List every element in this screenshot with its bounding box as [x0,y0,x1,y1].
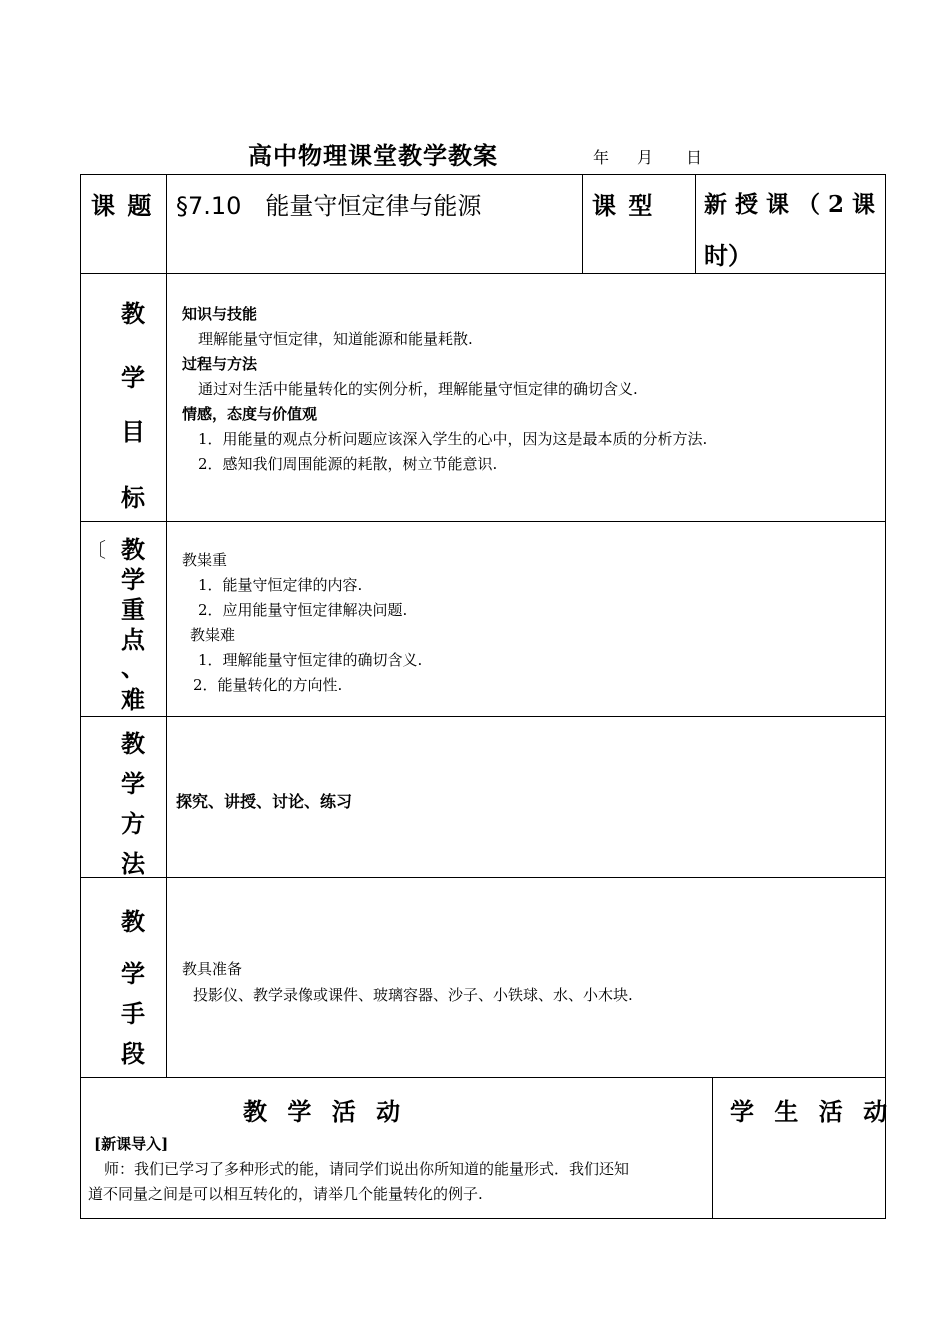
label-char: 方 [121,809,145,838]
topic-label: 课 题 [91,191,154,220]
label-char: 法 [121,849,145,878]
label-char: 、 [121,653,145,682]
emotion-item: 2．感知我们周围能源的耗散，树立节能意识. [198,455,498,473]
process-text: 通过对生活中能量转化的实例分析，理解能量守恒定律的确切含义. [198,380,638,398]
label-char: 教 [121,907,145,936]
emotion-item: 1．用能量的观点分析问题应该深入学生的心中，因为这是最本质的分析方法. [198,430,708,448]
lesson-type-line2: 时） [704,241,752,270]
label-char: 教 [121,299,145,328]
table-border-left [80,174,81,1219]
activity-paragraph-line2: 道不同量之间是可以相互转化的，请举几个能量转化的例子. [88,1185,483,1203]
type-column-divider [695,174,696,274]
student-activity-heading: 学 生 活 动 [730,1097,894,1126]
lesson-type-line1: 新 授 课 （ 2 课 [704,191,876,218]
label-char: 点 [121,625,145,654]
means-text: 投影仪、教学录像或课件、玻璃容器、沙子、小铁球、水、小木块. [193,986,633,1004]
label-char: 段 [121,1039,145,1068]
label-char: 教 [121,729,145,758]
label-column-divider [166,174,167,1078]
label-char: 难 [121,685,145,714]
type-label: 课 型 [592,191,655,220]
difficulty-heading: 教粜难 [190,626,236,644]
key-item: 2．应用能量守恒定律解决问题. [198,601,408,619]
knowledge-heading: 知识与技能 [182,305,258,323]
label-char: 目 [121,417,145,446]
label-char: 学 [121,769,145,798]
label-char: 手 [121,999,145,1028]
difficulty-item: 2．能量转化的方向性. [193,676,343,694]
method-text: 探究、讲授、讨论、练习 [176,792,353,811]
table-divider [80,716,886,717]
process-heading: 过程与方法 [182,355,258,373]
topic-column-divider [582,174,583,274]
table-divider [80,273,886,274]
table-border-right [885,174,886,1219]
label-char: 教 [121,535,145,564]
knowledge-text: 理解能量守恒定律，知道能源和能量耗散. [198,330,473,348]
table-divider [80,1077,886,1078]
emotion-heading: 情感，态度与价值观 [182,405,318,423]
teacher-activity-heading: 教 学 活 动 [243,1097,407,1126]
date-year-label: 年 [593,148,610,167]
difficulty-item: 1．理解能量守恒定律的确切含义. [198,651,423,669]
label-char: 学 [121,959,145,988]
label-char: 重 [121,595,145,624]
table-border-bottom [80,1218,886,1219]
label-char: 标 [121,483,145,512]
section-tag: [新课导入] [94,1135,169,1153]
activity-column-divider [712,1077,713,1219]
label-char: 学 [121,565,145,594]
margin-mark: 〔 [86,538,106,562]
date-month-label: 月 [637,148,654,167]
table-divider [80,521,886,522]
activity-paragraph-line1: 师：我们已学习了多种形式的能，请同学们说出你所知道的能量形式．我们还知 [104,1160,630,1178]
key-item: 1．能量守恒定律的内容. [198,576,363,594]
page-title: 高中物理课堂教学教案 [248,141,498,170]
means-heading: 教具准备 [182,960,243,978]
date-day-label: 日 [686,148,703,167]
lesson-topic: §7.10 能量守恒定律与能源 [176,192,482,220]
key-heading: 教粜重 [182,551,228,569]
table-border-top [80,174,886,175]
table-divider [80,877,886,878]
label-char: 学 [121,363,145,392]
